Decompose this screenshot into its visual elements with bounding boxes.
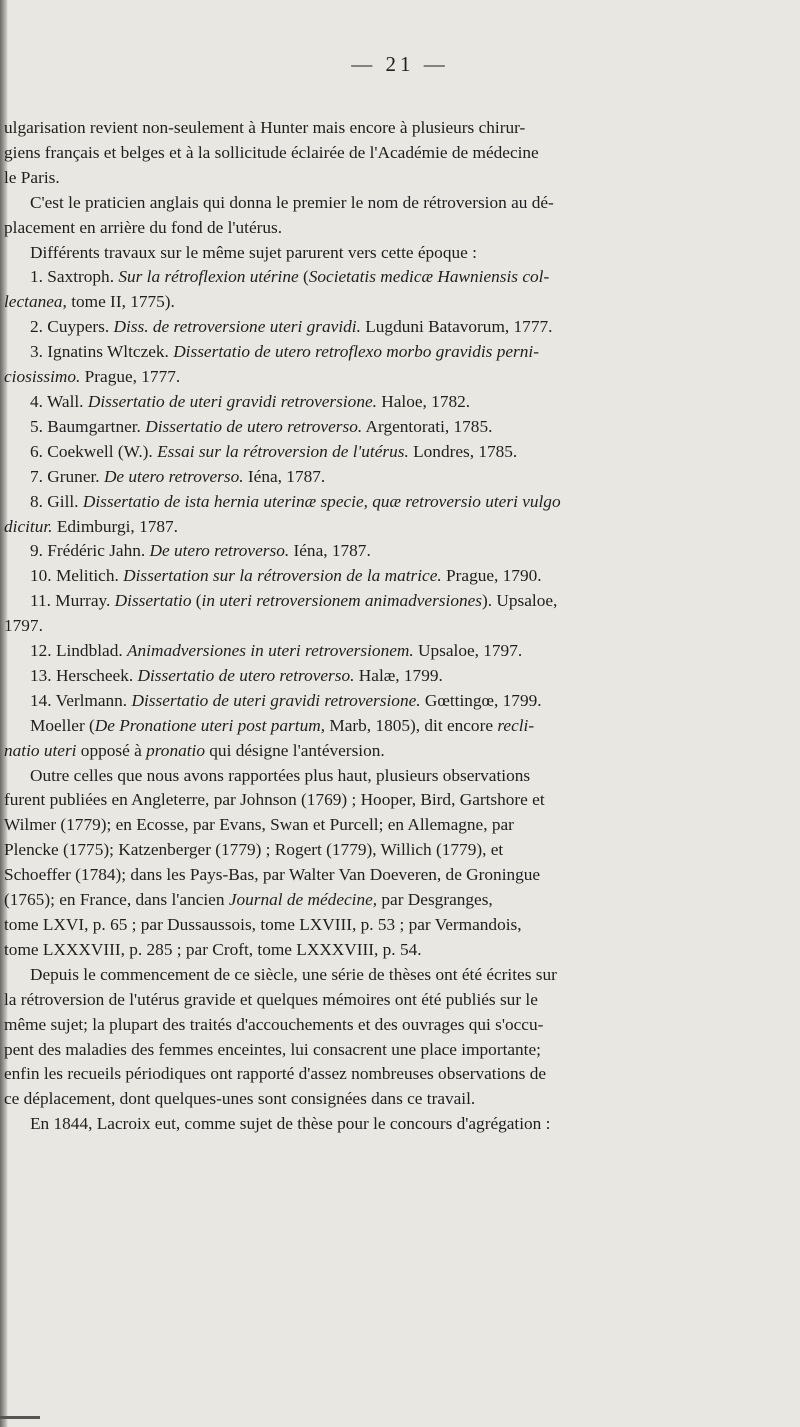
reference-author: Baumgartner. — [47, 416, 141, 436]
paragraph-moeller — [4, 714, 769, 764]
reference-item — [4, 664, 769, 689]
text-line: ce déplacement, dont quelques-unes sont consignées dans ce travail. — [4, 1089, 476, 1109]
text-line: Plencke (1775); Katzenberger (1779) ; Rogert (1779), Willich (1779), et — [4, 840, 504, 860]
reference-title: Dissertatio de utero retroverso. — [137, 665, 355, 685]
reference-text: Londres, 1785. — [408, 441, 518, 461]
reference-continuation — [4, 365, 769, 390]
text-line: Outre celles que nous avons rapportées plus haut, plusieurs observations — [30, 765, 531, 785]
reference-item — [4, 639, 769, 664]
text-line: le Paris. — [4, 167, 60, 187]
reference-item — [4, 564, 769, 589]
reference-title: De utero retroverso. — [149, 541, 290, 561]
reference-number: 10. — [30, 566, 52, 586]
reference-text: Lugduni Batavorum, 1777. — [360, 317, 553, 337]
reference-number: 11. — [30, 591, 51, 611]
document-body — [4, 116, 769, 1137]
reference-number: 4. — [30, 391, 43, 411]
moeller-title: De Pronatione uteri post partum, — [94, 715, 326, 735]
reference-item — [4, 689, 769, 714]
reference-author: Melitich. — [55, 566, 119, 586]
text-line: Schoeffer (1784); dans les Pays-Bas, par Walter Van Doeveren, de Groningue — [4, 865, 541, 885]
reference-text: Prague, 1777. — [80, 367, 181, 387]
reference-text: ( — [191, 591, 202, 611]
reference-title: Societatis medicæ Hawniensis col- — [308, 267, 550, 287]
reference-title: ciosissimo. — [4, 367, 81, 387]
reference-author: Ignatins Wltczek. — [47, 342, 169, 362]
moeller-text: opposé à — [76, 740, 147, 760]
reference-continuation — [4, 515, 769, 540]
text-line: Wilmer (1779); en Ecosse, par Evans, Swan et Purcell; en Allemagne, par — [4, 815, 514, 835]
text-line: furent publiées en Angleterre, par Johnson (1769) ; Hooper, Bird, Gartshore et — [4, 790, 545, 810]
reference-number: 2. — [30, 317, 43, 337]
moeller-term: pronatio — [146, 740, 205, 760]
reference-title: Sur la rétroflexion utérine — [118, 267, 299, 287]
text-line: Depuis le commencement de ce siècle, une série de thèses ont été écrites sur — [30, 964, 557, 984]
text-line: C'est le praticien anglais qui donna le premier le nom de rétroversion au dé- — [30, 192, 554, 212]
reference-title: dicitur. — [4, 516, 53, 536]
reference-number: 1. — [30, 267, 43, 287]
reference-item — [4, 539, 769, 564]
reference-title: Essai sur la rétroversion de l'utérus. — [157, 441, 409, 461]
paragraph-praticien — [4, 191, 769, 241]
reference-title: Dissertation sur la rétroversion de la matrice. — [123, 566, 442, 586]
reference-author: Verlmann. — [55, 690, 128, 710]
reference-text: Argentorati, 1785. — [362, 416, 493, 436]
moeller-text: qui désigne l'antéversion. — [204, 740, 385, 760]
paragraph-intro — [4, 116, 769, 191]
moeller-text: Moeller ( — [30, 715, 95, 735]
reference-title: Animadversiones in uteri retroversionem. — [126, 641, 414, 661]
reference-text: Halæ, 1799. — [354, 665, 443, 685]
text-line: ulgarisation revient non-seulement à Hunter mais encore à plusieurs chirur- — [4, 118, 526, 137]
reference-author: Wall. — [46, 391, 84, 411]
reference-text: Upsaloe, 1797. — [413, 641, 523, 661]
reference-number: 6. — [30, 441, 43, 461]
reference-text: Haloe, 1782. — [376, 391, 471, 411]
reference-item — [4, 490, 769, 515]
reference-continuation — [4, 614, 769, 639]
reference-text: Gœttingœ, 1799. — [420, 690, 542, 710]
text-line: même sujet; la plupart des traités d'accouchements et des ouvrages qui s'occu- — [4, 1014, 544, 1034]
moeller-term: natio uteri — [4, 740, 77, 760]
reference-number: 13. — [30, 665, 52, 685]
text-line: (1765); en France, dans l'ancien — [4, 890, 229, 910]
paragraph-outre — [4, 764, 769, 963]
reference-title: De utero retroverso. — [103, 466, 244, 486]
reference-item — [4, 465, 769, 490]
reference-author: Herscheek. — [55, 665, 134, 685]
reference-item — [4, 315, 769, 340]
reference-text: Prague, 1790. — [441, 566, 542, 586]
reference-title: in uteri retroversionem animadversiones — [201, 591, 483, 611]
reference-title: Dissertatio de ista hernia uterinæ specie, quæ retroversio uteri vulgo — [82, 491, 561, 511]
text-line: par Desgranges, — [377, 890, 493, 910]
text-line: la rétroversion de l'utérus gravide et quelques mémoires ont été publiés sur le — [4, 989, 538, 1009]
reference-author: Cuypers. — [47, 317, 110, 337]
reference-number: 3. — [30, 342, 43, 362]
reference-author: Lindblad. — [55, 641, 123, 661]
reference-item — [4, 265, 769, 290]
reference-author: Frédéric Jahn. — [47, 541, 146, 561]
reference-author: Coekwell (W.). — [47, 441, 153, 461]
reference-title: Diss. de retroversione uteri gravidi. — [113, 317, 361, 337]
reference-text: Iéna, 1787. — [243, 466, 326, 486]
reference-number: 7. — [30, 466, 43, 486]
reference-author: Murray. — [55, 591, 111, 611]
paragraph-last — [4, 1112, 769, 1137]
reference-number: 14. — [30, 690, 52, 710]
reference-title: lectanea — [4, 292, 63, 312]
text-line: tome LXXXVIII, p. 285 ; par Croft, tome LXXXVIII, p. 54. — [4, 939, 422, 959]
reference-text: , tome II, 1775). — [62, 292, 175, 312]
text-line: Différents travaux sur le même sujet parurent vers cette époque : — [30, 242, 477, 262]
reference-title: Dissertatio de utero retroflexo morbo gravidis perni- — [173, 342, 539, 362]
reference-title: Dissertatio — [114, 591, 192, 611]
reference-text: ). Upsaloe, — [482, 591, 558, 611]
text-line: tome LXVI, p. 65 ; par Dussaussois, tome LXVIII, p. 53 ; par Vermandois, — [4, 915, 522, 934]
reference-author: Gill. — [47, 491, 79, 511]
reference-item — [4, 390, 769, 415]
reference-number: 5. — [30, 416, 43, 436]
reference-title: Dissertatio de uteri gravidi retroversione. — [131, 690, 421, 710]
reference-title: Dissertatio de uteri gravidi retroversione. — [87, 391, 377, 411]
reference-text: 1797. — [4, 616, 43, 636]
reference-item — [4, 415, 769, 440]
page-bottom-mark — [0, 1416, 40, 1419]
journal-title: Journal de médecine, — [228, 890, 378, 910]
reference-number: 12. — [30, 641, 52, 661]
reference-text: ( — [298, 267, 309, 287]
reference-item — [4, 340, 769, 365]
text-line: giens français et belges et à la sollicitude éclairée de l'Académie de médecine — [4, 142, 539, 162]
paragraph-depuis — [4, 963, 769, 1112]
moeller-term: recli- — [497, 715, 535, 735]
reference-item — [4, 440, 769, 465]
text-line: En 1844, Lacroix eut, comme sujet de thèse pour le concours d'agrégation : — [30, 1114, 551, 1134]
text-line: enfin les recueils périodiques ont rapporté d'assez nombreuses observations de — [4, 1064, 547, 1084]
reference-item — [4, 589, 769, 614]
text-line: placement en arrière du fond de l'utérus. — [4, 217, 283, 237]
reference-author: Saxtroph. — [47, 267, 115, 287]
reference-continuation — [4, 290, 769, 315]
reference-number: 9. — [30, 541, 43, 561]
paragraph-travaux — [4, 241, 769, 266]
reference-number: 8. — [30, 491, 43, 511]
reference-title: Dissertatio de utero retroverso. — [145, 416, 363, 436]
text-line: pent des maladies des femmes enceintes, lui consacrent une place importante; — [4, 1039, 541, 1059]
reference-author: Gruner. — [47, 466, 100, 486]
reference-text: Edimburgi, 1787. — [52, 516, 178, 536]
reference-text: Iéna, 1787. — [289, 541, 371, 561]
moeller-text: Marb, 1805), dit encore — [325, 715, 498, 735]
page-number: — 21 — — [351, 52, 449, 76]
